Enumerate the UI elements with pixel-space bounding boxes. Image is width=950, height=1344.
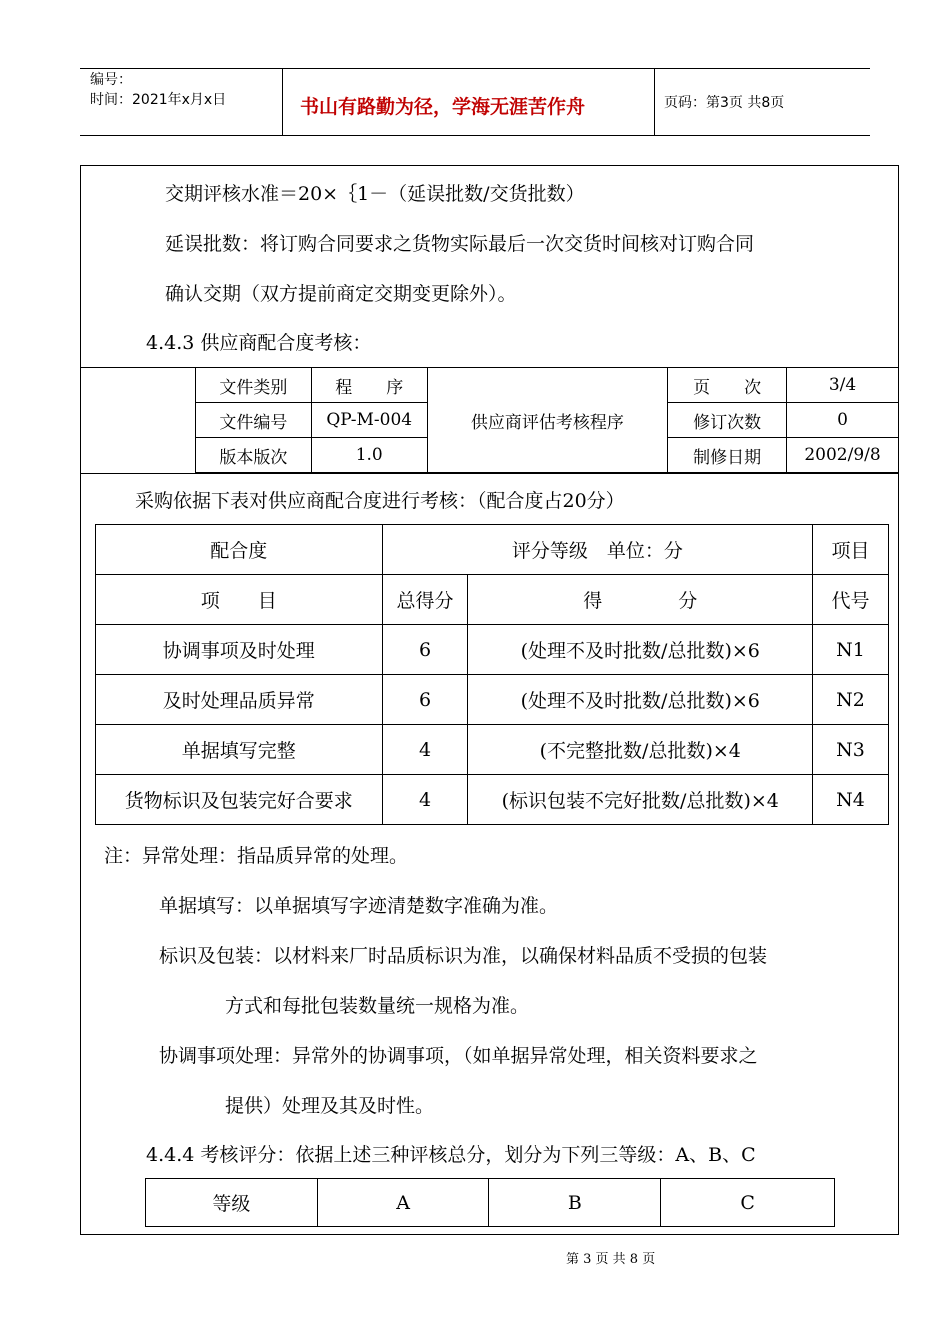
table-row bbox=[96, 675, 889, 725]
score-formula: (处理不及时批数/总批数)×6 bbox=[468, 675, 813, 725]
doc-title: 供应商评估考核程序 bbox=[427, 368, 668, 473]
intro-text: 采购依据下表对供应商配合度进行考核：（配合度占20分） bbox=[135, 490, 625, 512]
note-line: 单据填写：以单据填写字迹清楚数字准确为准。 bbox=[159, 895, 559, 917]
formula-line: 交期评核水准＝20×｛1－（延误批数/交货批数） bbox=[165, 183, 585, 205]
info-value: 0 bbox=[787, 403, 899, 438]
grade-a: A bbox=[317, 1179, 489, 1227]
score-formula: (不完整批数/总批数)×4 bbox=[468, 725, 813, 775]
grade-b: B bbox=[489, 1179, 661, 1227]
section-heading-444: 4.4.4 考核评分：依据上述三种评核总分，划分为下列三等级：A、B、C bbox=[146, 1144, 756, 1166]
header-top-rule bbox=[80, 68, 870, 69]
table-row bbox=[96, 725, 889, 775]
item-name: 单据填写完整 bbox=[96, 725, 383, 775]
item-code: N1 bbox=[813, 625, 889, 675]
doc-number-label: 编号： bbox=[90, 72, 132, 88]
score-formula: (处理不及时批数/总批数)×6 bbox=[468, 625, 813, 675]
total-score: 4 bbox=[382, 725, 468, 775]
header-divider bbox=[654, 68, 655, 136]
grade-c: C bbox=[661, 1179, 835, 1227]
table-header: 代号 bbox=[813, 575, 889, 625]
table-header: 评分等级 单位：分 bbox=[382, 525, 812, 575]
definition-line-cont: 确认交期（双方提前商定交期变更除外）。 bbox=[165, 283, 517, 305]
info-label: 文件类别 bbox=[196, 368, 312, 403]
table-header: 项 目 bbox=[96, 575, 383, 625]
info-value: 2002/9/8 bbox=[787, 438, 899, 473]
total-score: 6 bbox=[382, 625, 468, 675]
page-footer: 第 3 页 共 8 页 bbox=[566, 1252, 656, 1267]
header-motto: 书山有路勤为径，学海无涯苦作舟 bbox=[300, 96, 586, 118]
table-header: 项目 bbox=[813, 525, 889, 575]
table-row bbox=[96, 775, 889, 825]
header-divider bbox=[282, 68, 283, 136]
total-score: 4 bbox=[382, 775, 468, 825]
info-label: 页 次 bbox=[668, 368, 787, 403]
item-code: N4 bbox=[813, 775, 889, 825]
doc-date-label: 时间：2021年x月x日 bbox=[90, 92, 227, 108]
table-row bbox=[96, 625, 889, 675]
item-code: N3 bbox=[813, 725, 889, 775]
item-name: 协调事项及时处理 bbox=[96, 625, 383, 675]
section-heading-443: 4.4.3 供应商配合度考核： bbox=[146, 332, 372, 354]
info-label: 版本版次 bbox=[196, 438, 312, 473]
note-line: 协调事项处理：异常外的协调事项，（如单据异常处理，相关资料要求之 bbox=[159, 1045, 758, 1067]
item-name: 货物标识及包装完好合要求 bbox=[96, 775, 383, 825]
item-code: N2 bbox=[813, 675, 889, 725]
note-line: 方式和每批包装数量统一规格为准。 bbox=[225, 995, 530, 1017]
definition-line: 延误批数：将订购合同要求之货物实际最后一次交货时间核对订购合同 bbox=[165, 233, 755, 255]
info-value: 程 序 bbox=[311, 368, 427, 403]
info-value: 3/4 bbox=[787, 368, 899, 403]
document-info-table bbox=[195, 367, 899, 473]
table-header: 总得分 bbox=[382, 575, 468, 625]
page-number-label: 页码：第3页 共8页 bbox=[664, 95, 785, 111]
info-label: 制修日期 bbox=[668, 438, 787, 473]
info-label: 文件编号 bbox=[196, 403, 312, 438]
score-formula: (标识包装不完好批数/总批数)×4 bbox=[468, 775, 813, 825]
grade-label: 等级 bbox=[146, 1179, 318, 1227]
table-header: 配合度 bbox=[96, 525, 383, 575]
info-band-bottom bbox=[80, 473, 899, 474]
info-label: 修订次数 bbox=[668, 403, 787, 438]
item-name: 及时处理品质异常 bbox=[96, 675, 383, 725]
info-value: 1.0 bbox=[311, 438, 427, 473]
header-bottom-rule bbox=[80, 135, 870, 136]
total-score: 6 bbox=[382, 675, 468, 725]
note-line: 注：异常处理：指品质异常的处理。 bbox=[104, 845, 409, 867]
note-line: 提供）处理及其及时性。 bbox=[225, 1095, 435, 1117]
info-value: QP-M-004 bbox=[311, 403, 427, 438]
grade-table bbox=[145, 1178, 835, 1227]
table-header: 得 分 bbox=[468, 575, 813, 625]
cooperation-score-table bbox=[95, 524, 889, 825]
note-line: 标识及包装：以材料来厂时品质标识为准，以确保材料品质不受损的包装 bbox=[159, 945, 768, 967]
